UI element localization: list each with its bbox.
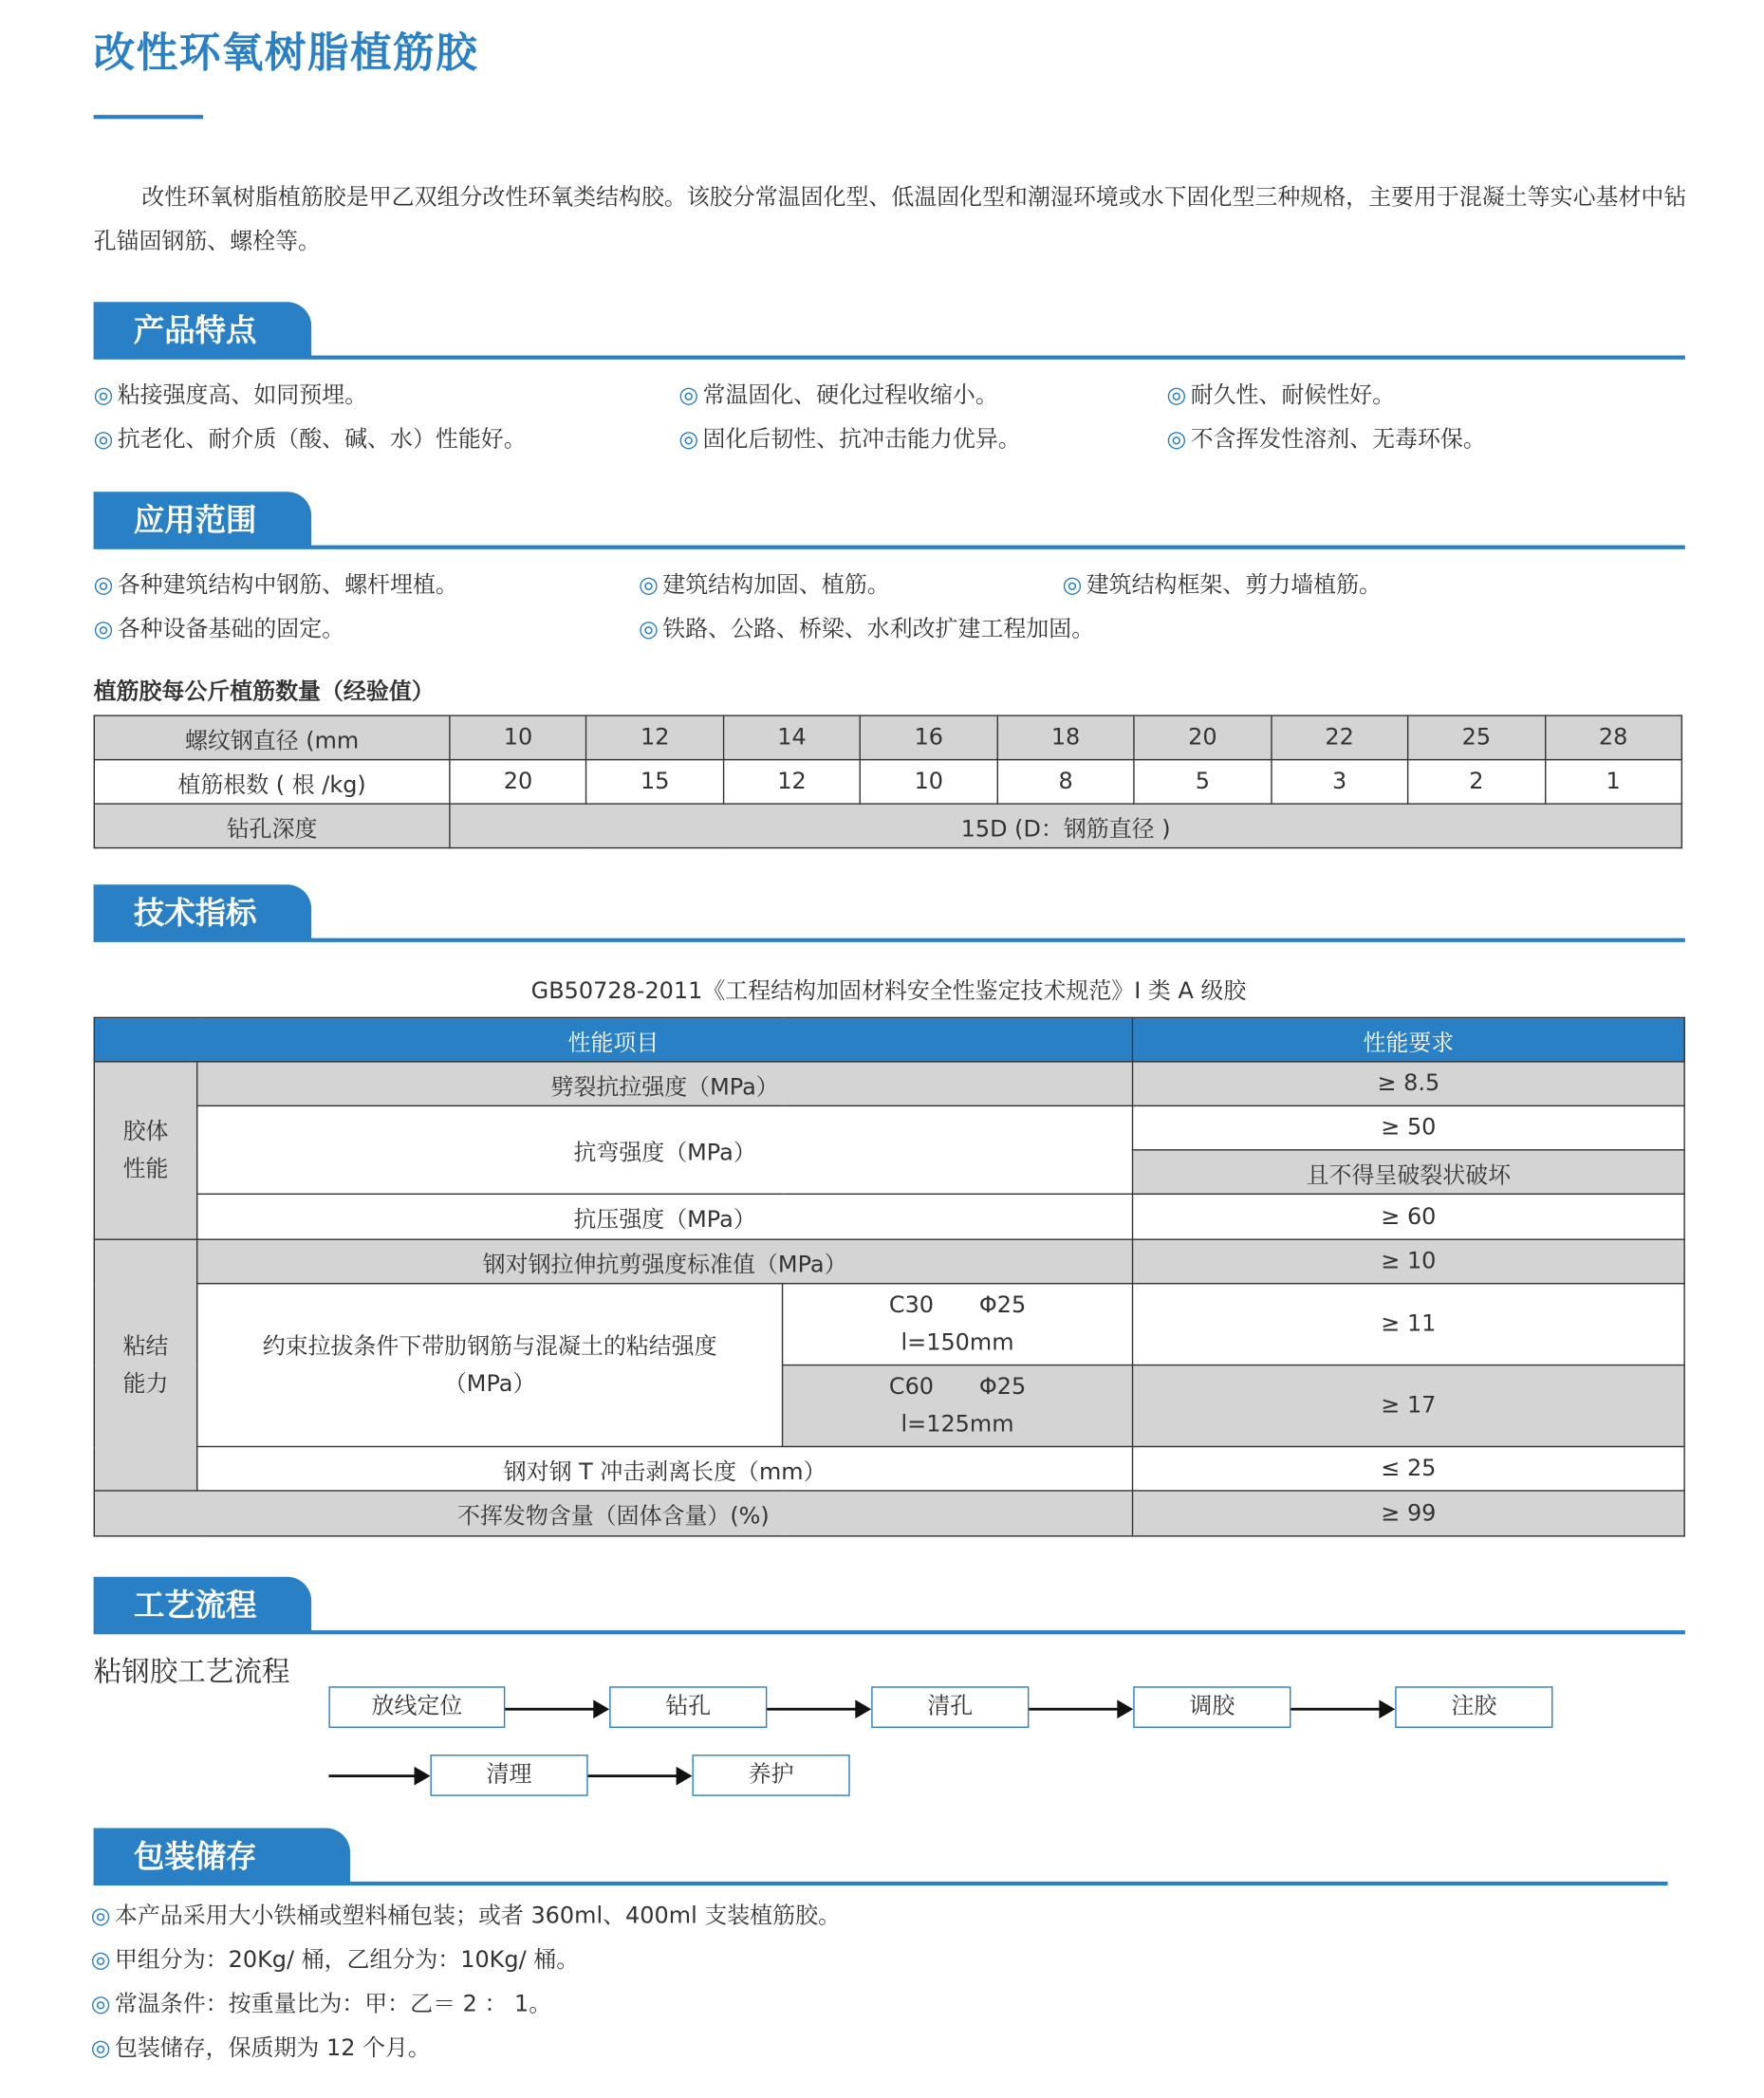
divider	[94, 1882, 1668, 1885]
arrow-right-icon	[328, 1774, 427, 1777]
diameter-cell: 12	[586, 715, 723, 759]
count-cell: 1	[1545, 760, 1681, 804]
count-cell: 5	[1134, 760, 1271, 804]
divider	[94, 356, 1685, 360]
packaging-item: ◎ 常温条件：按重量比为：甲：乙＝ 2 ： 1。	[90, 1991, 552, 2018]
double-circle-icon: ◎	[1062, 571, 1083, 599]
process-step: 清理	[430, 1755, 587, 1796]
count-cell: 15	[586, 760, 723, 804]
count-cell: 8	[997, 760, 1134, 804]
section-title: 工艺流程	[94, 1577, 312, 1633]
process-subtitle: 粘钢胶工艺流程	[93, 1655, 290, 1688]
rebar-table-caption: 植筋胶每公斤植筋数量（经验值）	[93, 678, 435, 706]
divider	[94, 1630, 1685, 1634]
section-title: 技术指标	[94, 884, 312, 940]
packaging-item: ◎ 本产品采用大小铁桶或塑料桶包装；或者 360ml、400ml 支装植筋胶。	[90, 1903, 841, 1930]
double-circle-icon: ◎	[678, 381, 699, 409]
double-circle-icon: ◎	[678, 426, 699, 454]
arrow-right-icon	[1291, 1708, 1392, 1711]
title-underline	[94, 115, 203, 119]
double-circle-icon: ◎	[639, 571, 659, 599]
feature-item: ◎ 固化后韧性、抗冲击能力优异。	[678, 426, 1021, 454]
feature-item: ◎ 抗老化、耐介质（酸、碱、水）性能好。	[93, 426, 527, 454]
double-circle-icon: ◎	[90, 2034, 111, 2063]
process-step: 放线定位	[328, 1686, 505, 1728]
packaging-item: ◎ 甲组分为：20Kg/ 桶，乙组分为：10Kg/ 桶。	[90, 1946, 580, 1975]
double-circle-icon: ◎	[1166, 426, 1187, 454]
intro-paragraph: 改性环氧树脂植筋胶是甲乙双组分改性环氧类结构胶。该胶分常温固化型、低温固化型和潮湿环境或水下固化型三种规格，主要用于混凝土等实心基材中钻孔锚固钢筋、螺栓等。	[93, 184, 1687, 255]
table-row: 抗弯强度（MPa） ≥ 50	[94, 1105, 1684, 1149]
feature-item: ◎ 不含挥发性溶剂、无毒环保。	[1166, 426, 1486, 454]
packaging-item: ◎ 包装储存，保质期为 12 个月。	[90, 2034, 431, 2063]
arrow-right-icon	[505, 1708, 606, 1711]
arrow-right-icon	[1029, 1708, 1130, 1711]
process-step: 养护	[692, 1755, 849, 1796]
diameter-cell: 16	[861, 715, 997, 759]
section-title: 产品特点	[94, 302, 312, 358]
process-step: 清孔	[871, 1686, 1029, 1728]
section-title: 应用范围	[94, 492, 312, 548]
rebar-table	[94, 715, 1682, 848]
table-row: 粘结 能力 钢对钢拉伸抗剪强度标准值（MPa） ≥ 10	[94, 1239, 1684, 1283]
diameter-cell: 28	[1545, 715, 1681, 759]
table-row: 钢对钢 T 冲击剥离长度（mm） ≤ 25	[94, 1446, 1684, 1490]
diameter-cell: 18	[997, 715, 1134, 759]
process-step: 钻孔	[609, 1686, 767, 1728]
diameter-cell: 22	[1271, 715, 1407, 759]
table-row	[94, 715, 1681, 759]
feature-item: ◎ 粘接强度高、如同预埋。	[93, 381, 368, 409]
double-circle-icon: ◎	[1166, 381, 1187, 409]
page-title: 改性环氧树脂植筋胶	[93, 28, 479, 78]
double-circle-icon: ◎	[90, 1991, 111, 2018]
double-circle-icon: ◎	[90, 1903, 111, 1930]
application-item: ◎ 铁路、公路、桥梁、水利改扩建工程加固。	[639, 616, 1095, 643]
table-row: C60 Φ25 l=125mm ≥ 17	[94, 1365, 1684, 1447]
row-label: 植筋根数 ( 根 /kg)	[94, 760, 450, 804]
application-item: ◎ 各种建筑结构中钢筋、螺杆埋植。	[93, 571, 458, 599]
count-cell: 10	[861, 760, 997, 804]
process-step: 注胶	[1395, 1686, 1552, 1728]
tech-table	[94, 1017, 1685, 1537]
table-row: 不挥发物含量（固体含量）(%) ≥ 99	[94, 1491, 1684, 1536]
divider	[94, 938, 1685, 942]
double-circle-icon: ◎	[93, 381, 114, 409]
table-row: 抗压强度（MPa） ≥ 60	[94, 1194, 1684, 1239]
double-circle-icon: ◎	[93, 426, 114, 454]
diameter-cell: 25	[1408, 715, 1545, 759]
double-circle-icon: ◎	[90, 1946, 111, 1975]
table-row	[94, 804, 1681, 847]
feature-item: ◎ 耐久性、耐候性好。	[1166, 381, 1396, 409]
diameter-cell: 14	[723, 715, 860, 759]
group-label: 粘结 能力	[94, 1239, 196, 1491]
application-item: ◎ 建筑结构加固、植筋。	[639, 571, 890, 599]
process-step: 调胶	[1133, 1686, 1291, 1728]
count-cell: 12	[723, 760, 860, 804]
standard-caption: GB50728-2011《工程结构加固材料安全性鉴定技术规范》I 类 A 级胶	[530, 977, 1247, 1006]
application-item: ◎ 建筑结构框架、剪力墙植筋。	[1062, 571, 1382, 599]
feature-item: ◎ 常温固化、硬化过程收缩小。	[678, 381, 998, 409]
depth-cell: 15D (D：钢筋直径 )	[450, 804, 1681, 847]
arrow-right-icon	[588, 1774, 690, 1777]
diameter-cell: 10	[450, 715, 586, 759]
row-label: 钻孔深度	[94, 804, 450, 847]
table-row: 胶体 性能 劈裂抗拉强度（MPa） ≥ 8.5	[94, 1062, 1684, 1105]
count-cell: 3	[1271, 760, 1407, 804]
double-circle-icon: ◎	[93, 571, 114, 599]
count-cell: 2	[1408, 760, 1545, 804]
table-row: 且不得呈破裂状破坏	[94, 1150, 1684, 1194]
table-row: 约束拉拔条件下带肋钢筋与混凝土的粘结强度（MPa） C30 Φ25 l=150mm ≥ 11	[94, 1284, 1684, 1365]
section-title: 包装储存	[94, 1829, 350, 1884]
count-cell: 20	[450, 760, 586, 804]
table-row	[94, 760, 1681, 804]
table-header: 性能项目 性能要求	[94, 1017, 1684, 1061]
double-circle-icon: ◎	[93, 616, 114, 643]
double-circle-icon: ◎	[639, 616, 659, 643]
application-item: ◎ 各种设备基础的固定。	[93, 616, 345, 643]
row-label: 螺纹钢直径 (mm	[94, 715, 450, 759]
divider	[94, 546, 1685, 549]
diameter-cell: 20	[1134, 715, 1271, 759]
group-label: 胶体 性能	[94, 1062, 196, 1239]
arrow-right-icon	[767, 1708, 868, 1711]
